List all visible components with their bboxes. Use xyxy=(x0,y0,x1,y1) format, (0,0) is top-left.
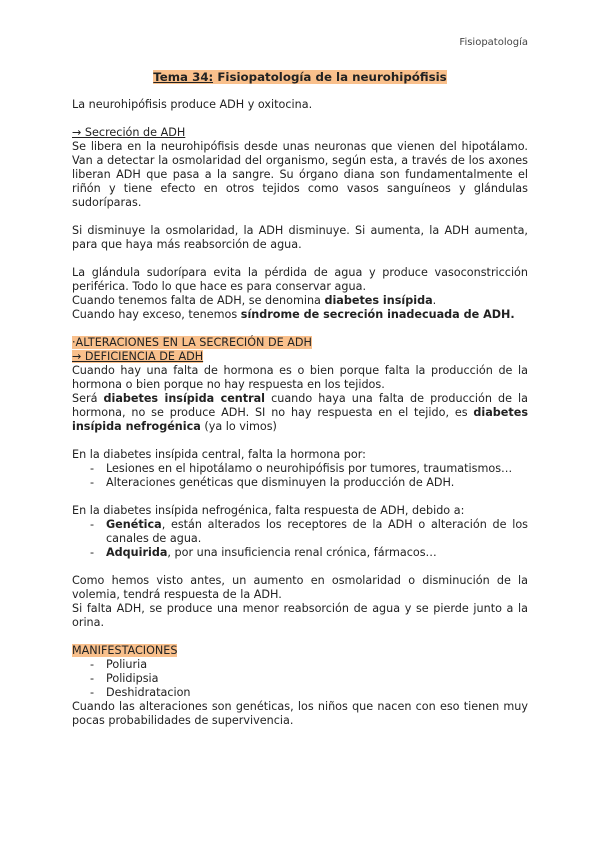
list-item: - Polidipsia xyxy=(90,672,528,686)
nefro-intro: En la diabetes insípida nefrogénica, falta respuesta de ADH, debido a: xyxy=(72,504,465,517)
list-item: - Genética, están alterados los receptores de la ADH o alteración de los canales de agua. xyxy=(90,518,528,546)
alteraciones-heading: ·ALTERACIONES EN LA SECRECIÓN DE ADH xyxy=(72,336,312,349)
central-intro: En la diabetes insípida central, falta la hormona por: xyxy=(72,448,366,461)
intro-paragraph: La neurohipófisis produce ADH y oxitocina. xyxy=(72,98,313,111)
secrecion-heading: → Secreción de ADH xyxy=(72,126,186,139)
alteraciones-paragraph-1: Cuando hay una falta de hormona es o bien porque falta la producción de la hormona o bien porque no hay respuesta en los tejidos. xyxy=(72,364,528,391)
document-page xyxy=(72,0,528,728)
title-text: Fisiopatología de la neurohipófisis xyxy=(213,70,447,84)
nefro-causes-list xyxy=(72,518,528,560)
header-subject: Fisiopatología xyxy=(459,37,528,48)
alteraciones-paragraph-4: Si falta ADH, se produce una menor reabsorción de agua y se pierde junto a la orina. xyxy=(72,602,528,629)
central-causes-list xyxy=(72,462,528,490)
list-item: - Alteraciones genéticas que disminuyen la producción de ADH. xyxy=(90,476,528,490)
manifestaciones-list xyxy=(72,658,528,700)
page-title xyxy=(72,70,528,84)
list-item: - Lesiones en el hipotálamo o neurohipófisis por tumores, traumatismos… xyxy=(90,462,528,476)
deficiencia-subheading: → DEFICIENCIA DE ADH xyxy=(72,350,204,363)
manifestaciones-heading: MANIFESTACIONES xyxy=(72,644,178,657)
title-prefix: Tema 34: xyxy=(153,70,214,84)
list-item: - Poliuria xyxy=(90,658,528,672)
alteraciones-paragraph-3: Como hemos visto antes, un aumento en osmolaridad o disminución de la volemia, tendrá respuesta de la ADH. xyxy=(72,574,528,601)
secrecion-paragraph-2: Si disminuye la osmolaridad, la ADH disminuye. Si aumenta, la ADH aumenta, para que haya más reabsorción de agua. xyxy=(72,224,528,251)
secrecion-paragraph-4: Cuando tenemos falta de ADH, se denomina diabetes insípida. xyxy=(72,294,437,307)
secrecion-paragraph-1: Se libera en la neurohipófisis desde unas neuronas que vienen del hipotálamo. Van a detectar la osmolaridad del organismo, según esta, a través de los axones liberan ADH que pasa a la sangre. Su órgano diana son fundamentalmente el riñón y tiene efecto en otros tejidos como vasos sanguíneos y glándulas sudoríparas. xyxy=(72,140,528,209)
list-item: - Adquirida, por una insuficiencia renal crónica, fármacos… xyxy=(90,546,528,560)
list-item: - Deshidratacion xyxy=(90,686,528,700)
alteraciones-paragraph-2: Será diabetes insípida central cuando haya una falta de producción de la hormona, no se produce ADH. SI no hay respuesta en el tejido, es diabetes insípida nefrogénica (ya lo vimos) xyxy=(72,392,528,433)
manifestaciones-paragraph: Cuando las alteraciones son genéticas, los niños que nacen con eso tienen muy pocas probabilidades de supervivencia. xyxy=(72,700,528,727)
secrecion-paragraph-5: Cuando hay exceso, tenemos síndrome de secreción inadecuada de ADH. xyxy=(72,308,515,321)
secrecion-paragraph-3: La glándula sudorípara evita la pérdida de agua y produce vasoconstricción periférica. Todo lo que hace es para conservar agua. xyxy=(72,266,528,293)
